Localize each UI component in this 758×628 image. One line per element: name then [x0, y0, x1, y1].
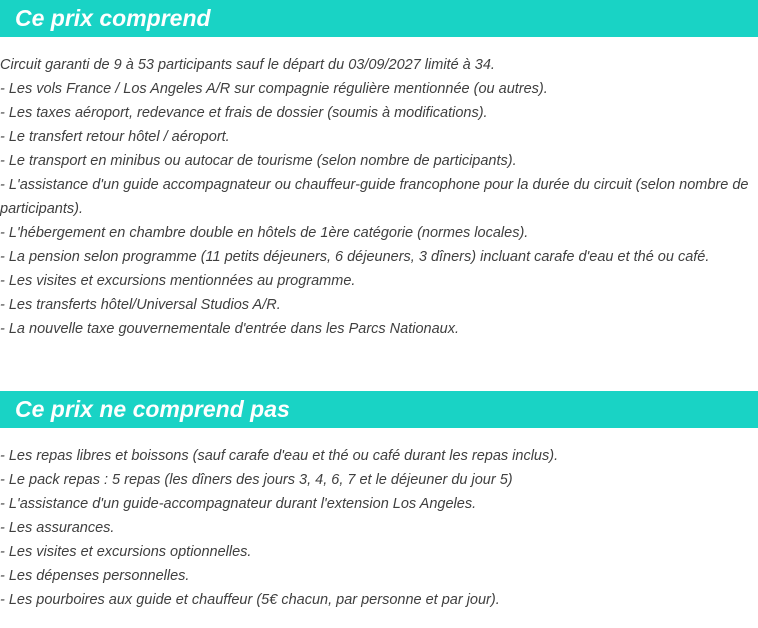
- excludes-section-title: Ce prix ne comprend pas: [0, 391, 758, 428]
- list-item: - L'assistance d'un guide-accompagnateur durant l'extension Los Angeles.: [0, 496, 477, 512]
- list-item: - Le pack repas : 5 repas (les dîners des jours 3, 4, 6, 7 et le déjeuner du jour 5): [0, 472, 513, 488]
- list-item: - La pension selon programme (11 petits déjeuners, 6 déjeuners, 3 dîners) incluant carafe d'eau et thé ou café.: [0, 249, 710, 265]
- list-item: - Les vols France / Los Angeles A/R sur compagnie régulière mentionnée (ou autres).: [0, 81, 548, 97]
- list-item: - Les dépenses personnelles.: [0, 568, 190, 584]
- list-item: - L'hébergement en chambre double en hôtels de 1ère catégorie (normes locales).: [0, 225, 529, 241]
- list-item: Circuit garanti de 9 à 53 participants sauf le départ du 03/09/2027 limité à 34.: [0, 57, 495, 73]
- includes-list: [0, 53, 750, 341]
- list-item: - L'assistance d'un guide accompagnateur ou chauffeur-guide francophone pour la durée du circuit (selon nombre de participants).: [0, 177, 749, 217]
- list-item: - Le transfert retour hôtel / aéroport.: [0, 129, 230, 145]
- list-item: - Les pourboires aux guide et chauffeur (5€ chacun, par personne et par jour).: [0, 592, 500, 608]
- list-item: - Les transferts hôtel/Universal Studios A/R.: [0, 297, 281, 313]
- excludes-list: [0, 444, 750, 612]
- list-item: - Les visites et excursions mentionnées au programme.: [0, 273, 356, 289]
- includes-section-title: Ce prix comprend: [0, 0, 758, 37]
- list-item: - La nouvelle taxe gouvernementale d'entrée dans les Parcs Nationaux.: [0, 321, 459, 337]
- list-item: - Les assurances.: [0, 520, 115, 536]
- list-item: - Le transport en minibus ou autocar de tourisme (selon nombre de participants).: [0, 153, 517, 169]
- list-item: - Les repas libres et boissons (sauf carafe d'eau et thé ou café durant les repas inclus).: [0, 448, 559, 464]
- list-item: - Les taxes aéroport, redevance et frais de dossier (soumis à modifications).: [0, 105, 488, 121]
- list-item: - Les visites et excursions optionnelles.: [0, 544, 252, 560]
